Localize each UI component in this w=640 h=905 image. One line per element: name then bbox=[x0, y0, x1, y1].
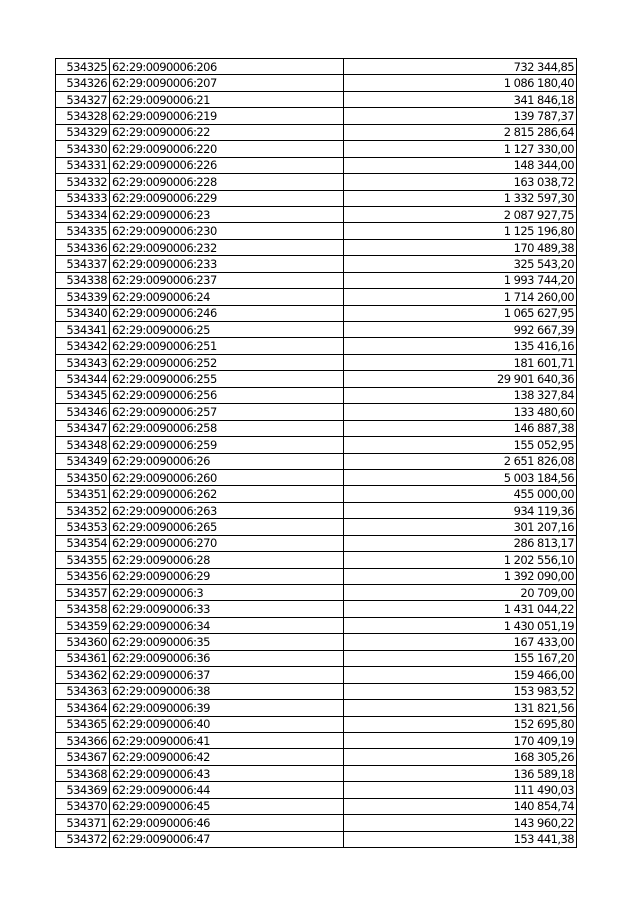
cadastral-value-cell: 138 327,84 bbox=[344, 387, 577, 403]
table-row bbox=[56, 124, 577, 140]
cadastral-value-cell: 139 787,37 bbox=[344, 108, 577, 124]
cadastral-number-cell: 62:29:0090006:28 bbox=[110, 552, 344, 568]
cadastral-number-cell: 62:29:0090006:34 bbox=[110, 617, 344, 633]
row-number-cell: 534339 bbox=[56, 289, 110, 305]
row-number-cell: 534332 bbox=[56, 174, 110, 190]
cadastral-value-cell: 1 392 090,00 bbox=[344, 568, 577, 584]
row-number-cell: 534371 bbox=[56, 815, 110, 831]
row-number-cell: 534360 bbox=[56, 634, 110, 650]
cadastral-value-cell: 341 846,18 bbox=[344, 91, 577, 107]
cadastral-value-cell: 153 441,38 bbox=[344, 831, 577, 847]
row-number-cell: 534342 bbox=[56, 338, 110, 354]
row-number-cell: 534340 bbox=[56, 305, 110, 321]
cadastral-number-cell: 62:29:0090006:25 bbox=[110, 322, 344, 338]
table-row bbox=[56, 568, 577, 584]
row-number-cell: 534347 bbox=[56, 420, 110, 436]
table-row bbox=[56, 634, 577, 650]
cadastral-value-cell: 168 305,26 bbox=[344, 749, 577, 765]
row-number-cell: 534327 bbox=[56, 91, 110, 107]
row-number-cell: 534353 bbox=[56, 519, 110, 535]
row-number-cell: 534350 bbox=[56, 469, 110, 485]
table-row bbox=[56, 552, 577, 568]
cadastral-value-cell: 2 087 927,75 bbox=[344, 206, 577, 222]
cadastral-number-cell: 62:29:0090006:41 bbox=[110, 732, 344, 748]
cadastral-number-cell: 62:29:0090006:251 bbox=[110, 338, 344, 354]
cadastral-value-cell: 131 821,56 bbox=[344, 700, 577, 716]
row-number-cell: 534338 bbox=[56, 272, 110, 288]
row-number-cell: 534328 bbox=[56, 108, 110, 124]
table-row bbox=[56, 617, 577, 633]
cadastral-value-cell: 155 052,95 bbox=[344, 437, 577, 453]
row-number-cell: 534330 bbox=[56, 141, 110, 157]
row-number-cell: 534341 bbox=[56, 322, 110, 338]
cadastral-value-cell: 1 714 260,00 bbox=[344, 289, 577, 305]
table-row bbox=[56, 223, 577, 239]
cadastral-number-cell: 62:29:0090006:38 bbox=[110, 683, 344, 699]
table-row bbox=[56, 831, 577, 847]
cadastral-number-cell: 62:29:0090006:226 bbox=[110, 157, 344, 173]
table-row bbox=[56, 469, 577, 485]
cadastral-value-cell: 286 813,17 bbox=[344, 535, 577, 551]
cadastral-number-cell: 62:29:0090006:36 bbox=[110, 650, 344, 666]
cadastral-number-cell: 62:29:0090006:219 bbox=[110, 108, 344, 124]
cadastral-number-cell: 62:29:0090006:228 bbox=[110, 174, 344, 190]
cadastral-value-cell: 140 854,74 bbox=[344, 798, 577, 814]
row-number-cell: 534331 bbox=[56, 157, 110, 173]
cadastral-value-cell: 167 433,00 bbox=[344, 634, 577, 650]
table-row bbox=[56, 354, 577, 370]
cadastral-number-cell: 62:29:0090006:258 bbox=[110, 420, 344, 436]
table-row bbox=[56, 256, 577, 272]
row-number-cell: 534366 bbox=[56, 732, 110, 748]
cadastral-value-cell: 1 993 744,20 bbox=[344, 272, 577, 288]
row-number-cell: 534358 bbox=[56, 601, 110, 617]
table-row bbox=[56, 667, 577, 683]
cadastral-number-cell: 62:29:0090006:29 bbox=[110, 568, 344, 584]
table-row bbox=[56, 305, 577, 321]
table-row bbox=[56, 765, 577, 781]
row-number-cell: 534365 bbox=[56, 716, 110, 732]
cadastral-number-cell: 62:29:0090006:262 bbox=[110, 486, 344, 502]
cadastral-number-cell: 62:29:0090006:22 bbox=[110, 124, 344, 140]
row-number-cell: 534370 bbox=[56, 798, 110, 814]
table-row bbox=[56, 206, 577, 222]
cadastral-number-cell: 62:29:0090006:232 bbox=[110, 239, 344, 255]
cadastral-number-cell: 62:29:0090006:206 bbox=[110, 59, 344, 75]
cadastral-value-table bbox=[55, 58, 577, 848]
table-row bbox=[56, 371, 577, 387]
row-number-cell: 534345 bbox=[56, 387, 110, 403]
row-number-cell: 534356 bbox=[56, 568, 110, 584]
cadastral-number-cell: 62:29:0090006:37 bbox=[110, 667, 344, 683]
cadastral-number-cell: 62:29:0090006:257 bbox=[110, 404, 344, 420]
table-row bbox=[56, 387, 577, 403]
cadastral-value-cell: 455 000,00 bbox=[344, 486, 577, 502]
cadastral-value-cell: 1 202 556,10 bbox=[344, 552, 577, 568]
cadastral-number-cell: 62:29:0090006:46 bbox=[110, 815, 344, 831]
cadastral-number-cell: 62:29:0090006:43 bbox=[110, 765, 344, 781]
cadastral-value-cell: 146 887,38 bbox=[344, 420, 577, 436]
row-number-cell: 534348 bbox=[56, 437, 110, 453]
table-row bbox=[56, 91, 577, 107]
table-row bbox=[56, 75, 577, 91]
cadastral-number-cell: 62:29:0090006:39 bbox=[110, 700, 344, 716]
cadastral-value-cell: 1 430 051,19 bbox=[344, 617, 577, 633]
table-row bbox=[56, 519, 577, 535]
row-number-cell: 534355 bbox=[56, 552, 110, 568]
table-row bbox=[56, 59, 577, 75]
table-row bbox=[56, 141, 577, 157]
cadastral-number-cell: 62:29:0090006:207 bbox=[110, 75, 344, 91]
table-row bbox=[56, 798, 577, 814]
table-row bbox=[56, 453, 577, 469]
cadastral-number-cell: 62:29:0090006:44 bbox=[110, 782, 344, 798]
cadastral-value-cell: 325 543,20 bbox=[344, 256, 577, 272]
row-number-cell: 534364 bbox=[56, 700, 110, 716]
table-row bbox=[56, 420, 577, 436]
row-number-cell: 534337 bbox=[56, 256, 110, 272]
cadastral-value-cell: 20 709,00 bbox=[344, 585, 577, 601]
cadastral-value-cell: 1 332 597,30 bbox=[344, 190, 577, 206]
table-row bbox=[56, 782, 577, 798]
row-number-cell: 534354 bbox=[56, 535, 110, 551]
cadastral-number-cell: 62:29:0090006:230 bbox=[110, 223, 344, 239]
table-row bbox=[56, 338, 577, 354]
table-row bbox=[56, 683, 577, 699]
cadastral-value-cell: 155 167,20 bbox=[344, 650, 577, 666]
cadastral-value-cell: 1 127 330,00 bbox=[344, 141, 577, 157]
row-number-cell: 534329 bbox=[56, 124, 110, 140]
row-number-cell: 534346 bbox=[56, 404, 110, 420]
cadastral-number-cell: 62:29:0090006:255 bbox=[110, 371, 344, 387]
cadastral-value-cell: 301 207,16 bbox=[344, 519, 577, 535]
table-row bbox=[56, 585, 577, 601]
table-body bbox=[56, 59, 577, 848]
table-row bbox=[56, 732, 577, 748]
row-number-cell: 534349 bbox=[56, 453, 110, 469]
cadastral-value-cell: 1 086 180,40 bbox=[344, 75, 577, 91]
cadastral-value-cell: 159 466,00 bbox=[344, 667, 577, 683]
row-number-cell: 534325 bbox=[56, 59, 110, 75]
cadastral-number-cell: 62:29:0090006:21 bbox=[110, 91, 344, 107]
row-number-cell: 534352 bbox=[56, 502, 110, 518]
cadastral-value-cell: 29 901 640,36 bbox=[344, 371, 577, 387]
table-row bbox=[56, 272, 577, 288]
cadastral-value-cell: 992 667,39 bbox=[344, 322, 577, 338]
cadastral-value-cell: 133 480,60 bbox=[344, 404, 577, 420]
cadastral-value-cell: 143 960,22 bbox=[344, 815, 577, 831]
cadastral-value-cell: 170 409,19 bbox=[344, 732, 577, 748]
row-number-cell: 534362 bbox=[56, 667, 110, 683]
cadastral-number-cell: 62:29:0090006:42 bbox=[110, 749, 344, 765]
cadastral-value-cell: 1 065 627,95 bbox=[344, 305, 577, 321]
table-row bbox=[56, 601, 577, 617]
cadastral-number-cell: 62:29:0090006:233 bbox=[110, 256, 344, 272]
table-row bbox=[56, 157, 577, 173]
row-number-cell: 534363 bbox=[56, 683, 110, 699]
table-row bbox=[56, 535, 577, 551]
table-row bbox=[56, 108, 577, 124]
table-row bbox=[56, 190, 577, 206]
table-row bbox=[56, 650, 577, 666]
cadastral-number-cell: 62:29:0090006:252 bbox=[110, 354, 344, 370]
row-number-cell: 534335 bbox=[56, 223, 110, 239]
row-number-cell: 534333 bbox=[56, 190, 110, 206]
cadastral-number-cell: 62:29:0090006:23 bbox=[110, 206, 344, 222]
row-number-cell: 534361 bbox=[56, 650, 110, 666]
cadastral-number-cell: 62:29:0090006:237 bbox=[110, 272, 344, 288]
cadastral-value-cell: 153 983,52 bbox=[344, 683, 577, 699]
table-row bbox=[56, 404, 577, 420]
cadastral-number-cell: 62:29:0090006:24 bbox=[110, 289, 344, 305]
row-number-cell: 534359 bbox=[56, 617, 110, 633]
cadastral-value-cell: 2 815 286,64 bbox=[344, 124, 577, 140]
table-row bbox=[56, 239, 577, 255]
cadastral-value-cell: 170 489,38 bbox=[344, 239, 577, 255]
row-number-cell: 534326 bbox=[56, 75, 110, 91]
cadastral-value-cell: 1 431 044,22 bbox=[344, 601, 577, 617]
cadastral-number-cell: 62:29:0090006:26 bbox=[110, 453, 344, 469]
table-row bbox=[56, 174, 577, 190]
row-number-cell: 534367 bbox=[56, 749, 110, 765]
cadastral-number-cell: 62:29:0090006:40 bbox=[110, 716, 344, 732]
cadastral-number-cell: 62:29:0090006:3 bbox=[110, 585, 344, 601]
cadastral-number-cell: 62:29:0090006:45 bbox=[110, 798, 344, 814]
cadastral-value-cell: 2 651 826,08 bbox=[344, 453, 577, 469]
cadastral-value-cell: 934 119,36 bbox=[344, 502, 577, 518]
cadastral-value-cell: 111 490,03 bbox=[344, 782, 577, 798]
table-row bbox=[56, 437, 577, 453]
cadastral-value-cell: 152 695,80 bbox=[344, 716, 577, 732]
cadastral-number-cell: 62:29:0090006:35 bbox=[110, 634, 344, 650]
table-row bbox=[56, 749, 577, 765]
row-number-cell: 534336 bbox=[56, 239, 110, 255]
cadastral-number-cell: 62:29:0090006:33 bbox=[110, 601, 344, 617]
cadastral-number-cell: 62:29:0090006:229 bbox=[110, 190, 344, 206]
cadastral-value-cell: 163 038,72 bbox=[344, 174, 577, 190]
row-number-cell: 534343 bbox=[56, 354, 110, 370]
cadastral-value-cell: 148 344,00 bbox=[344, 157, 577, 173]
row-number-cell: 534368 bbox=[56, 765, 110, 781]
row-number-cell: 534369 bbox=[56, 782, 110, 798]
cadastral-value-cell: 732 344,85 bbox=[344, 59, 577, 75]
cadastral-number-cell: 62:29:0090006:265 bbox=[110, 519, 344, 535]
cadastral-number-cell: 62:29:0090006:270 bbox=[110, 535, 344, 551]
row-number-cell: 534344 bbox=[56, 371, 110, 387]
table-row bbox=[56, 289, 577, 305]
cadastral-number-cell: 62:29:0090006:263 bbox=[110, 502, 344, 518]
cadastral-number-cell: 62:29:0090006:260 bbox=[110, 469, 344, 485]
cadastral-value-cell: 181 601,71 bbox=[344, 354, 577, 370]
table-row bbox=[56, 700, 577, 716]
cadastral-number-cell: 62:29:0090006:256 bbox=[110, 387, 344, 403]
row-number-cell: 534334 bbox=[56, 206, 110, 222]
row-number-cell: 534351 bbox=[56, 486, 110, 502]
cadastral-number-cell: 62:29:0090006:246 bbox=[110, 305, 344, 321]
table-row bbox=[56, 486, 577, 502]
cadastral-number-cell: 62:29:0090006:220 bbox=[110, 141, 344, 157]
table-row bbox=[56, 716, 577, 732]
cadastral-value-cell: 136 589,18 bbox=[344, 765, 577, 781]
table-row bbox=[56, 815, 577, 831]
cadastral-number-cell: 62:29:0090006:47 bbox=[110, 831, 344, 847]
table-row bbox=[56, 322, 577, 338]
cadastral-number-cell: 62:29:0090006:259 bbox=[110, 437, 344, 453]
table-row bbox=[56, 502, 577, 518]
cadastral-value-cell: 5 003 184,56 bbox=[344, 469, 577, 485]
cadastral-value-cell: 135 416,16 bbox=[344, 338, 577, 354]
row-number-cell: 534372 bbox=[56, 831, 110, 847]
row-number-cell: 534357 bbox=[56, 585, 110, 601]
cadastral-value-cell: 1 125 196,80 bbox=[344, 223, 577, 239]
